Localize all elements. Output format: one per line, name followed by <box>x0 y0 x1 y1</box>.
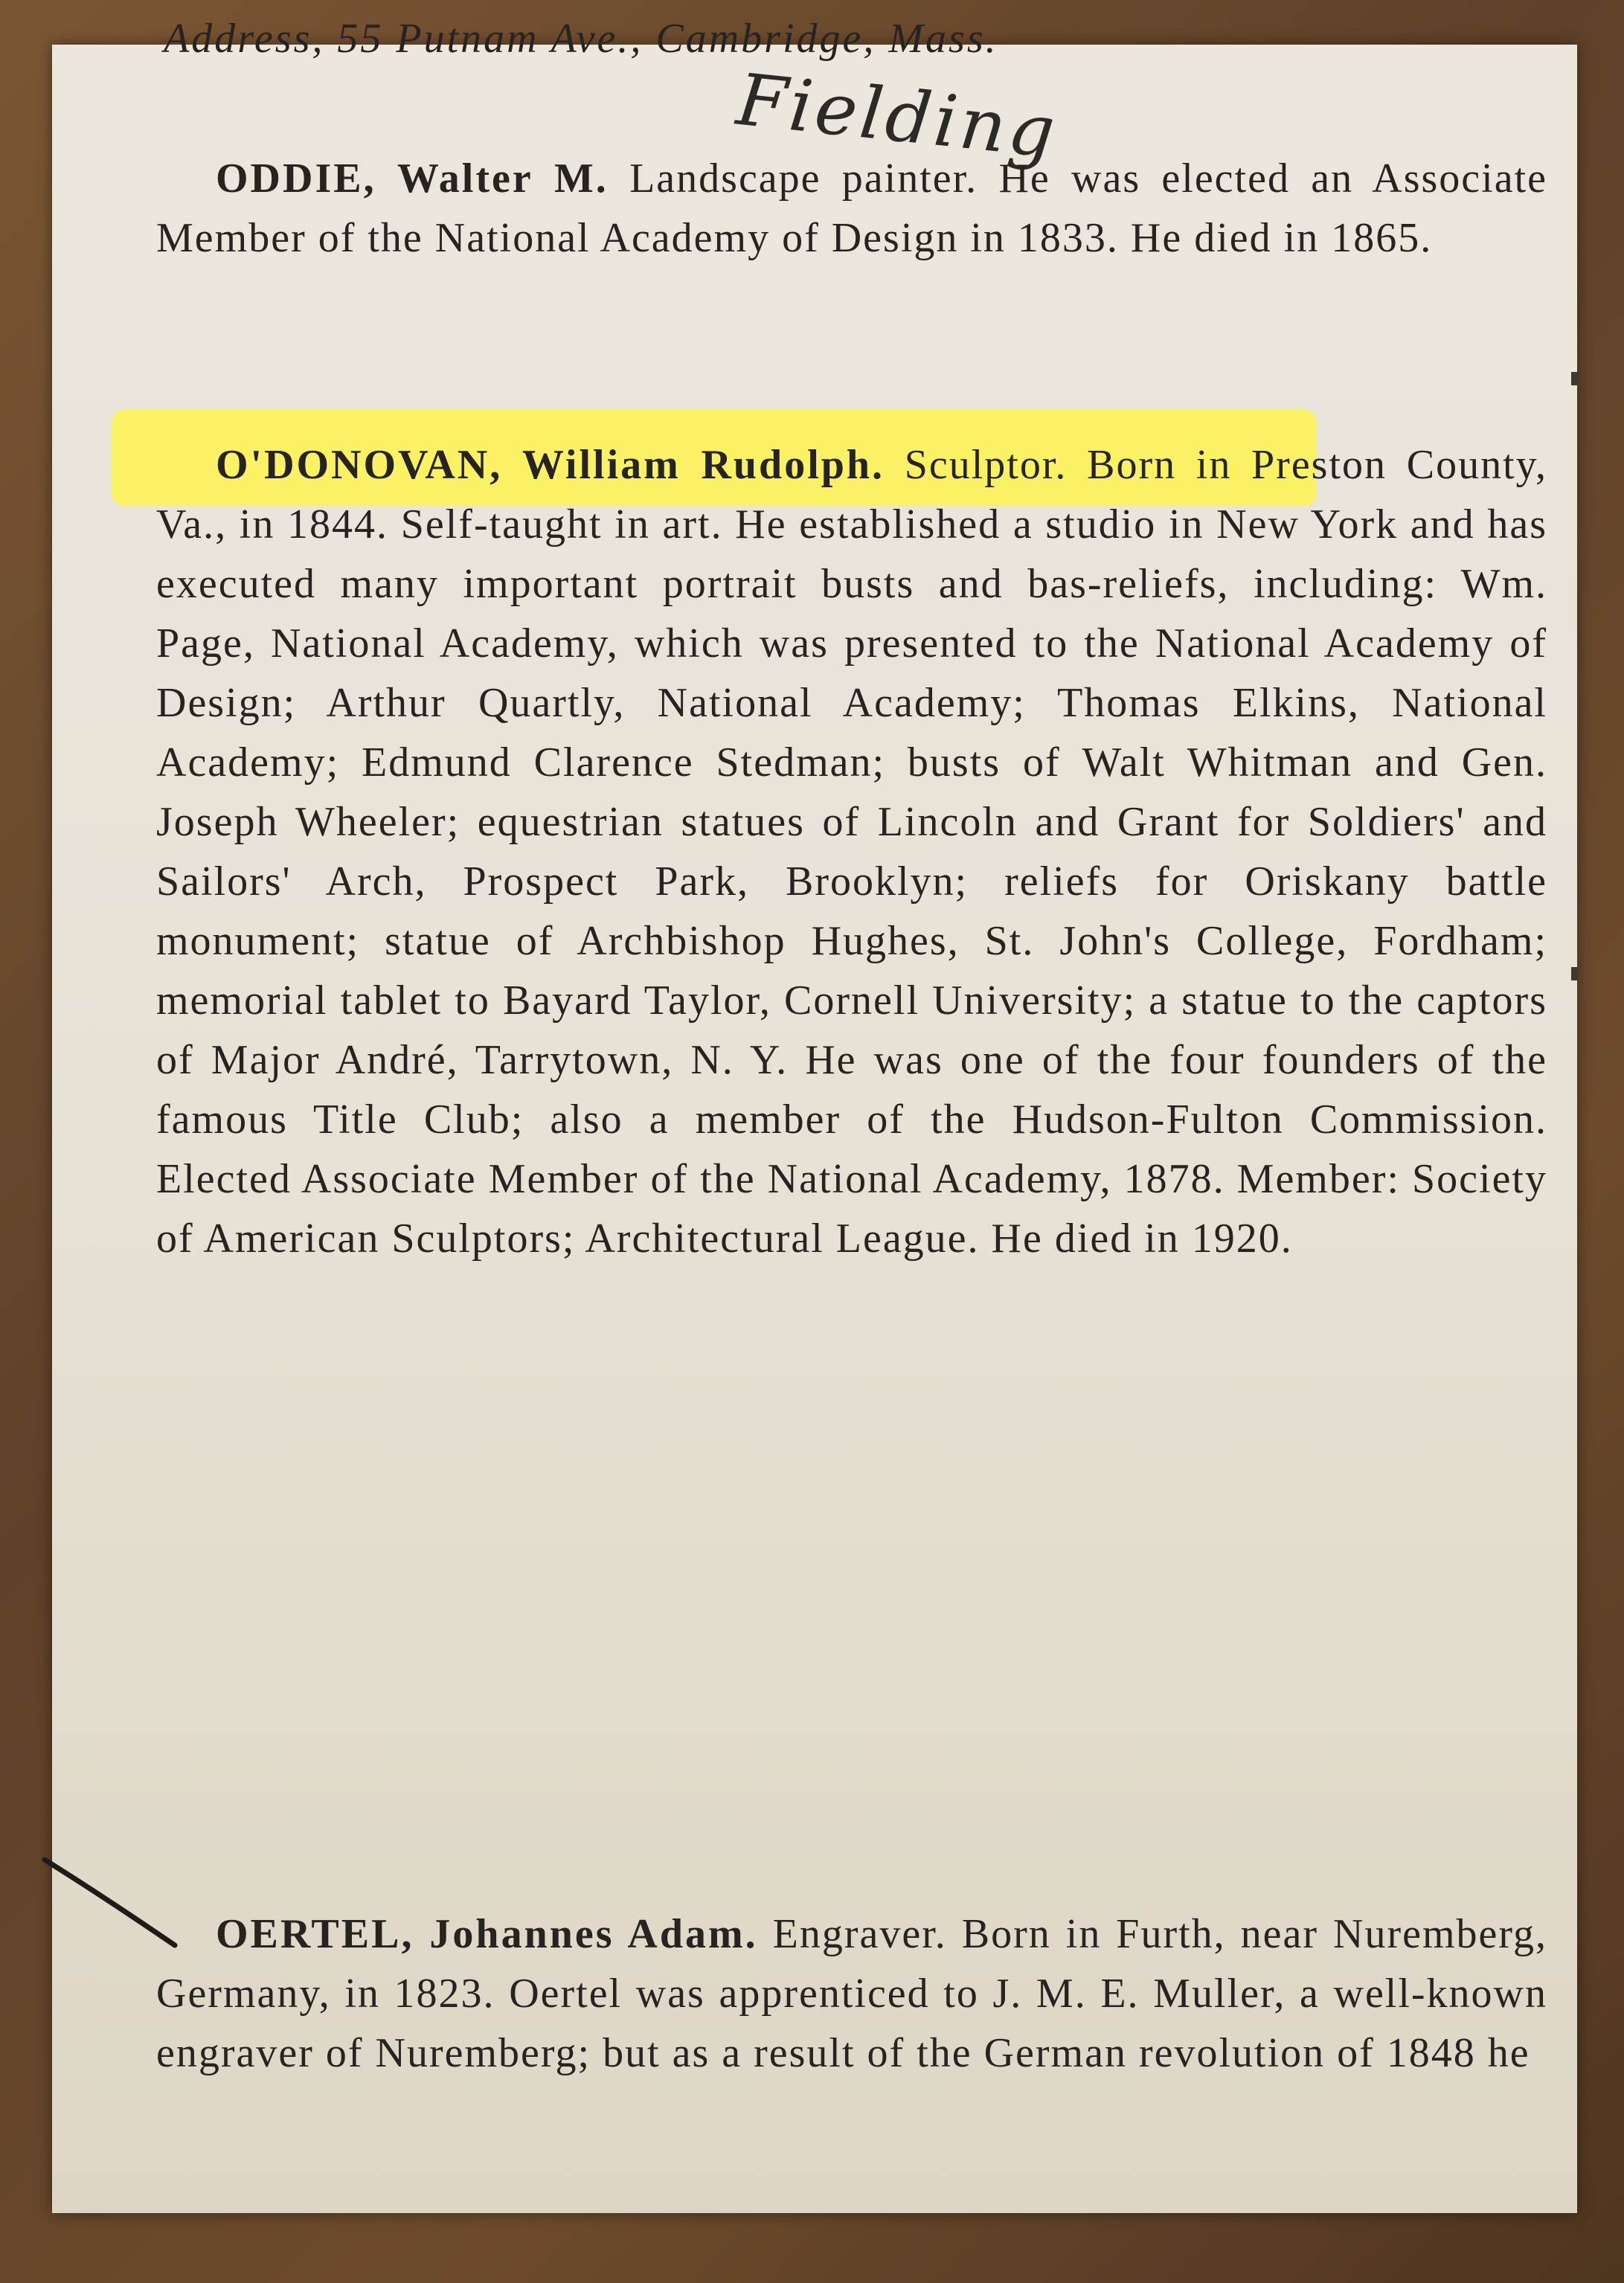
paper-edge-mark <box>1571 967 1577 980</box>
entry-paragraph <box>156 435 1547 1268</box>
paper-edge-mark <box>1571 372 1577 385</box>
entry-oertel <box>156 1904 1547 2083</box>
entry-odonovan <box>156 435 1547 1268</box>
entry-paragraph <box>156 149 1547 268</box>
entry-text: Sculptor. Born in Preston County, Va., in 1844. Self-taught in art. He established a studio in New York and has executed many important portrait busts and bas-reliefs, including: Wm. Page, National Academy, which was presented to the National Academy of Design; Arthur Quartly, National Academy; Thomas Elkins, National Academy; Edmund Clarence Stedman; busts of Walt Whitman and Gen. Joseph Wheeler; equestrian statues of Lincoln and Grant for Soldiers' and Sailors' Arch, Prospect Park, Brooklyn; reliefs for Oriskany battle monument; statue of Archbishop Hughes, St. John's College, Fordham; memorial tablet to Bayard Taylor, Cornell University; a statue to the captors of Major André, Tarrytown, N. Y. He was one of the four founders of the famous Title Club; also a member of the Hudson-Fulton Commission. Elected Associate Member of the National Academy, 1878. Member: Society of American Sculptors; Architectural League. He died in 1920. <box>156 442 1547 1262</box>
entry-name: O'DONOVAN, William Rudolph. <box>216 442 885 488</box>
entry-name: ODDIE, Walter M. <box>216 155 609 202</box>
pen-stroke-mark <box>45 1852 186 1956</box>
entry-name: OERTEL, Johannes Adam. <box>216 1911 758 1957</box>
handwritten-annotation: Fielding <box>733 57 1062 175</box>
cut-off-address-line: Address, 55 Putnam Ave., Cambridge, Mass. <box>164 16 998 62</box>
entry-text: Engraver. Born in Furth, near Nuremberg, Germany, in 1823. Oertel was apprenticed to J. M. E. Muller, a well-known engraver of Nuremberg; but as a result of the German revolution of 1848 he <box>156 1911 1547 2076</box>
entry-oddie <box>156 149 1547 268</box>
newspaper-clipping <box>52 16 1577 2213</box>
entry-text: Landscape painter. He was elected an Associate Member of the National Academy of Design in 1833. He died in 1865. <box>156 155 1547 261</box>
entry-paragraph <box>156 1904 1547 2083</box>
